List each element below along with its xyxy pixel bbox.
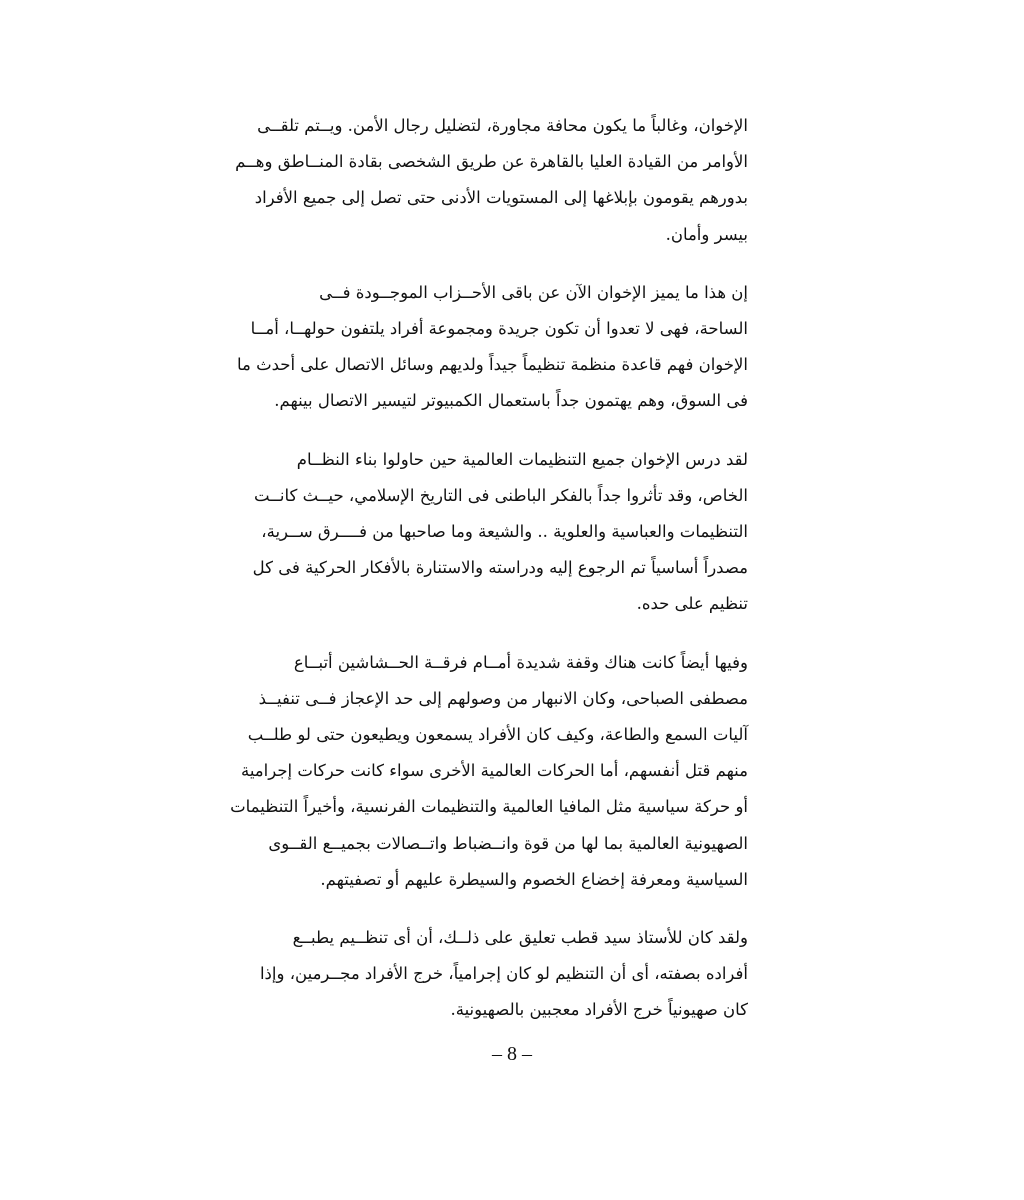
paragraph-5 (244, 920, 748, 1029)
text-line: أفراده بصفته، أى أن التنظيم لو كان إجرامياً، خرج الأفراد مجــرمين، وإذا (259, 964, 748, 984)
text-line: آليات السمع والطاعة، وكيف كان الأفراد يسمعون ويطيعون حتى لو طلــب (247, 725, 748, 745)
paragraph-4 (230, 645, 748, 898)
text-line: كان صهيونياً خرج الأفراد معجبين بالصهيونية. (450, 1000, 748, 1020)
text-line: التنظيمات والعباسية والعلوية .. والشيعة وما صاحبها من فــــرق ســرية، (261, 522, 748, 542)
text-line: ولقد كان للأستاذ سيد قطب تعليق على ذلــك، أن أى تنظــيم يطبــع (292, 928, 748, 948)
text-line: الإخوان، وغالباً ما يكون محافة مجاورة، لتضليل رجال الأمن. ويــتم تلقــى (257, 116, 748, 135)
text-line: أو حركة سياسية مثل المافيا العالمية والتنظيمات الفرنسية، وأخيراً التنظيمات (230, 797, 748, 817)
text-line: الإخوان فهم قاعدة منظمة تنظيماً جيداً ولديهم وسائل الاتصال على أحدث ما (236, 355, 748, 375)
text-line: لقد درس الإخوان جميع التنظيمات العالمية حين حاولوا بناء النظــام (296, 449, 748, 469)
text-line: وفيها أيضاً كانت هناك وقفة شديدة أمــام فرقــة الحــشاشين أتبــاع (293, 652, 748, 672)
paragraph-3 (244, 442, 748, 623)
text-line: إن هذا ما يميز الإخوان الآن عن باقى الأحــزاب الموجــودة فــى (319, 282, 748, 302)
text-line: مصدراً أساسياً تم الرجوع إليه ودراسته والاستنارة بالأفكار الحركية فى كل (252, 558, 748, 578)
text-line: فى السوق، وهم يهتمون جداً باستعمال الكمبيوتر لتيسير الاتصال بينهم. (274, 391, 748, 411)
text-line: منهم قتل أنفسهم، أما الحركات العالمية الأخرى سواء كانت حركات إجرامية (240, 761, 748, 781)
text-line: الساحة، فهى لا تعدوا أن تكون جريدة ومجموعة أفراد يلتفون حولهــا، أمــا (250, 319, 748, 339)
paragraph-2 (236, 275, 748, 420)
page-number: – 8 – (492, 1043, 532, 1065)
text-line: السياسية ومعرفة إخضاع الخصوم والسيطرة عليهم أو تصفيتهم. (320, 869, 748, 889)
text-line: بيسر وأمان. (665, 224, 748, 244)
text-line: الأوامر من القيادة العليا بالقاهرة عن طريق الشخصى بقادة المنــاطق وهــم (235, 152, 748, 172)
text-line: الصهيونية العالمية بما لها من قوة وانــضباط واتــصالات بجميــع القــوى (268, 833, 748, 853)
text-line: تنظيم على حده. (636, 594, 748, 614)
text-line: الخاص، وقد تأثروا جداً بالفكر الباطنى فى التاريخ الإسلامي، حيــث كانــت (254, 485, 748, 505)
paragraph-1 (235, 108, 748, 253)
text-line: مصطفى الصباحى، وكان الانبهار من وصولهم إلى حد الإعجاز فــى تنفيــذ (258, 688, 748, 708)
document-body (230, 108, 748, 1051)
text-line: بدورهم يقومون بإبلاغها إلى المستويات الأدنى حتى تصل إلى جميع الأفراد (254, 188, 748, 208)
